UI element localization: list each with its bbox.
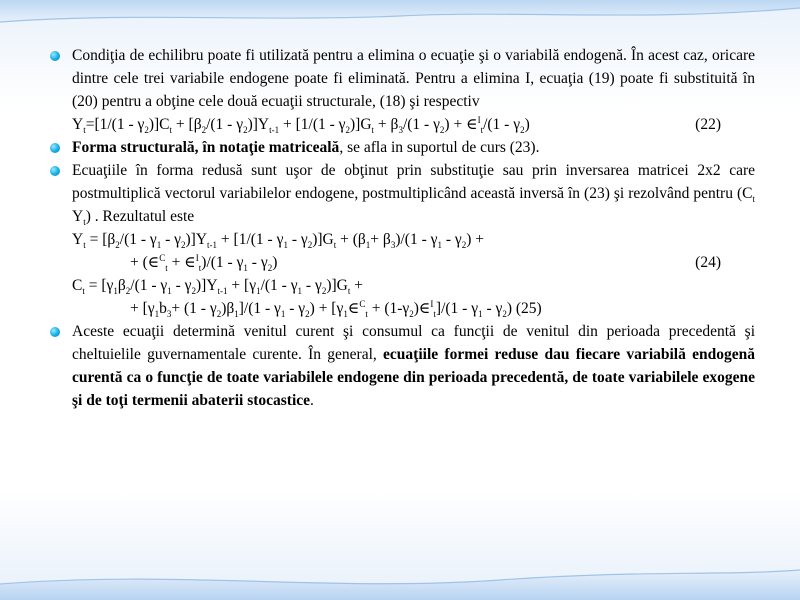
equation-25-line-1: $C_t = [\gamma_1\beta_2/(1 - \gamma_1 - \gamma_2)]Y_{t-1} + [\gamma_1/(1 - \gamma_1 - \gamma_2)]G_t$ +: [72, 277, 363, 297]
paragraph-1-text: Condiţia de echilibru poate fi utilizată pentru a elimina o ecuaţie şi o variabilă endogenă. În acest caz, oricare dintre cele trei variabile endogene poate fi eliminată. Pentru a elimina I, ecuaţia (19) poate fi substituită în (20) pentru a obţine cele două ecuaţii structurale, (18) şi respectiv: [72, 47, 755, 110]
equation-25-line-2: + $[\gamma_1b_3+ (1 - \gamma_2)\beta_1]/(1 - \gamma_1 - \gamma_2)$ + [$\gamma_1\in^C_t$ + $(1-\gamma_2)\in^I_t]/(1 - \gamma_1 - \gamma_2)$ (25): [130, 298, 542, 320]
paragraph-4-end: .: [310, 392, 314, 409]
bullet-paragraph-3: Ecuaţiile în forma redusă sunt uşor de obţinut prin substituţie sau prin inversarea matricei 2x2 care postmultiplică vectorul variabilelor endogene, postmultiplicând această inversă în (23) şi rezolvând pentru ($C_t$ $Y_t$) . Rezultatul este: [50, 159, 755, 228]
paragraph-4-text: Aceste ecuaţii determină venitul curent şi consumul ca funcţii de venitul din perioada precedentă şi cheltuielile guvernamentale curente. În general,: [72, 323, 755, 363]
bullet-icon: [50, 51, 60, 61]
equation-22: $Y_t=[1/(1 - \gamma_2)]C_t + [\beta_2/(1 - \gamma_2)]Y_{t-1} + [1/(1 - \gamma_2)]G_t + \beta_3/(1 - \gamma_2)$ + ∈$^I_t$/(1 - $\gamma_2$) (22): [72, 114, 721, 136]
bottom-wave-decoration: [0, 540, 800, 600]
paragraph-2-text: , se afla in suportul de curs (23).: [339, 139, 540, 156]
paragraph-4-bold: ecuaţiile formei reduse dau fiecare variabilă endogenă curentă ca o funcţie de toate variabilele endogene din perioada precedentă, de toate variabilele exogene şi de toţi termenii abaterii stocastice: [72, 346, 755, 409]
bullet-icon: [50, 327, 60, 337]
bullet-paragraph-1: [50, 44, 755, 113]
paragraph-3-text: Ecuaţiile în forma redusă sunt uşor de obţinut prin substituţie sau prin inversarea matricei 2x2 care postmultiplică vectorul variabilelor endogene, postmultiplicând această inversă în (23) şi rezolvând pentru (C: [72, 162, 755, 202]
equation-24-number: (24): [695, 254, 721, 271]
paragraph-2-bold: Forma structurală, în notaţie matriceală: [72, 139, 340, 156]
equation-24-line-2: + (∈$^C_t$ + ∈$^I_t$)/(1 - $\gamma_1 - \gamma_2$) (24): [130, 252, 721, 274]
bullet-paragraph-2: [50, 136, 755, 159]
equation-25-number: (25): [515, 300, 542, 317]
bullet-paragraph-4: [50, 320, 755, 412]
bullet-icon: [50, 166, 60, 176]
paragraph-3-end: ) . Rezultatul este: [85, 208, 195, 225]
equation-22-number: (22): [695, 116, 721, 133]
equation-24-line-1: $Y_t = [\beta_2/(1 - \gamma_1 - \gamma_2)]Y_{t-1} + [1/(1 - \gamma_1 - \gamma_2)]G_t + (\beta_1+ \beta_3)/(1 - \gamma_1 - \gamma_2)$ +: [72, 231, 484, 251]
slide-content: [50, 44, 755, 412]
bullet-icon: [50, 143, 60, 153]
